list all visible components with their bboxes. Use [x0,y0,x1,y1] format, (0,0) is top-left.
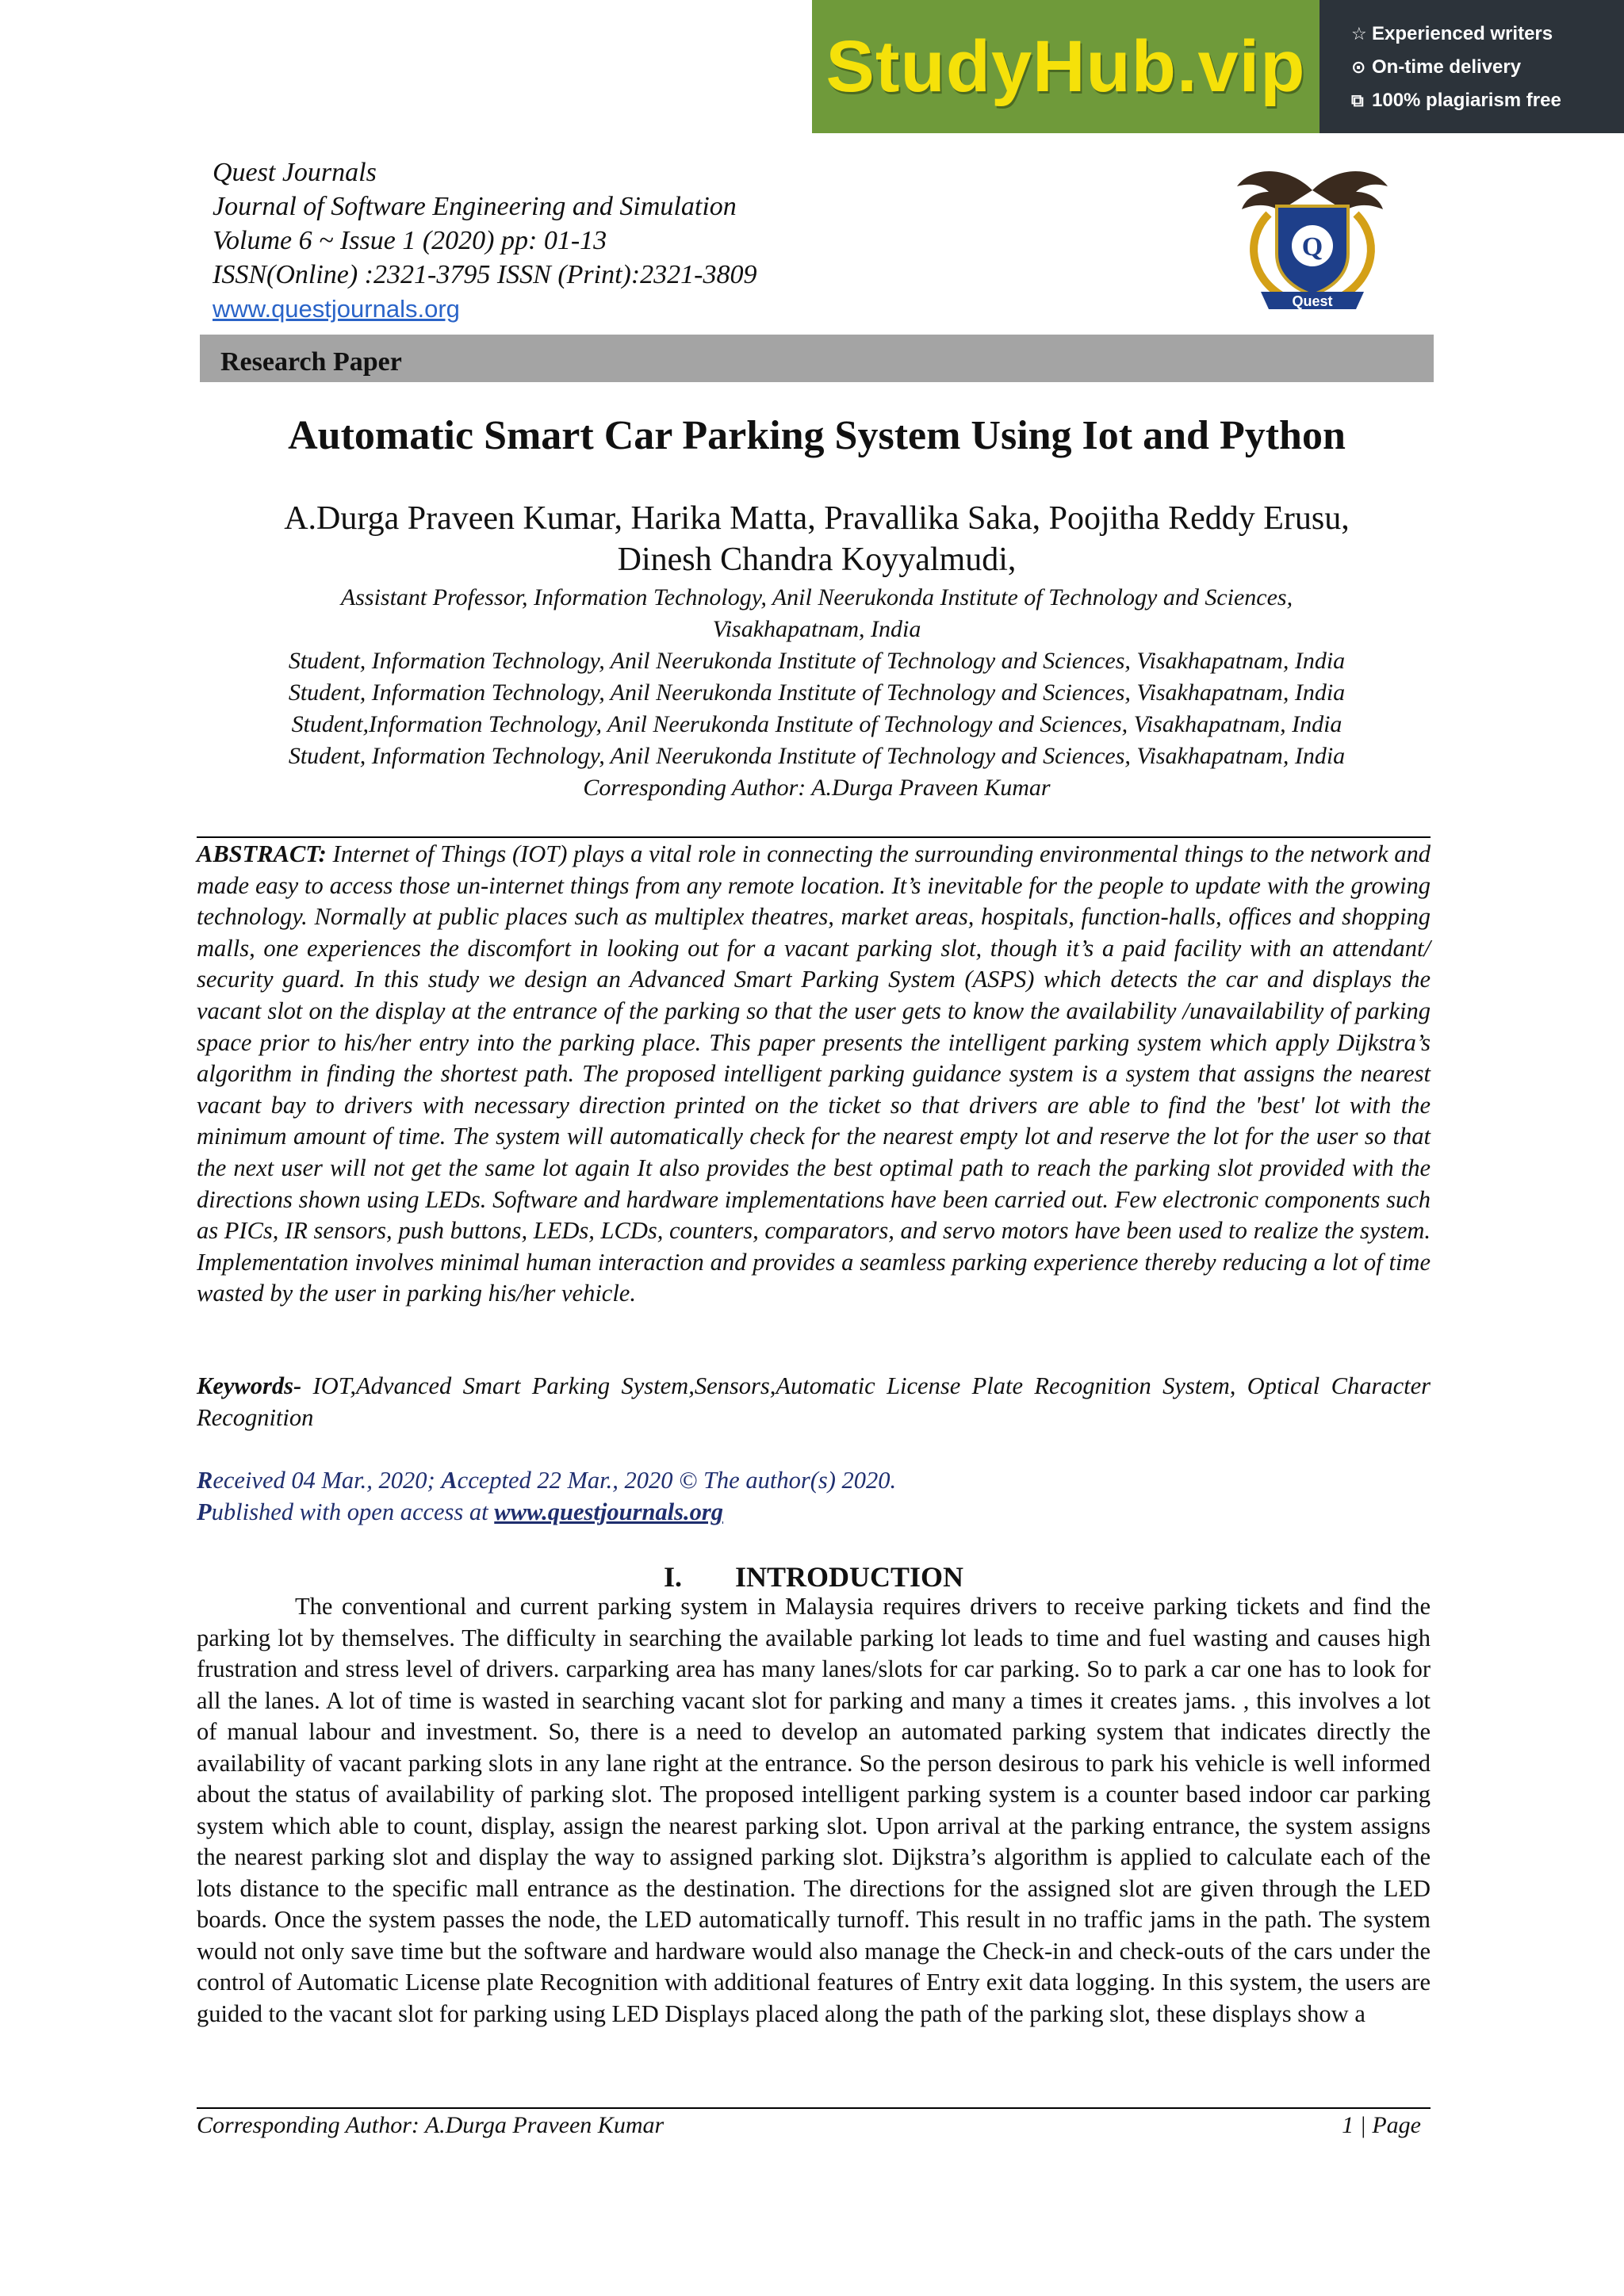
paper-title: Automatic Smart Car Parking System Using Iot and Python [288,413,1346,458]
abstract-divider [197,836,1431,838]
received-initial: R [197,1467,213,1494]
banner-logo: StudyHub.vip [825,25,1306,107]
logo-ribbon-text: Quest [1292,293,1333,309]
banner-feature-text: On-time delivery [1372,56,1522,78]
page-number: 1 | Page [1342,2112,1421,2138]
quest-logo [1213,159,1411,317]
logo-q-letter: Q [1301,232,1323,262]
journal-name: Journal of Software Engineering and Simulation [213,192,737,221]
footer-divider [197,2107,1431,2109]
keywords-text: IOT,Advanced Smart Parking System,Sensors,Automatic License Plate Recognition System, Optical Character Recognition [197,1372,1431,1431]
affiliation-line: Visakhapatnam, India [712,616,921,642]
copy-icon: ⧉ [1351,90,1364,110]
author-list [200,498,1434,580]
banner-feature-text: 100% plagiarism free [1372,90,1561,111]
banner-features [1320,0,1624,133]
clock-icon: ⊙ [1351,57,1366,77]
banner-logo-area [812,0,1320,133]
received-line [197,1464,1431,1496]
affiliation-line: Student, Information Technology, Anil Neerukonda Institute of Technology and Sciences, Visakhapatnam, India [288,679,1346,706]
accepted-initial: A [441,1467,458,1494]
banner-feature-2 [1351,51,1624,84]
banner-feature-text: Experienced writers [1372,23,1553,44]
journal-issn: ISSN(Online) :2321-3795 ISSN (Print):2321-3809 [213,260,757,289]
received-date: eceived 04 Mar., 2020; [213,1467,442,1494]
journal-header [213,155,757,326]
introduction-body: The conventional and current parking system in Malaysia requires drivers to receive parking tickets and find the parking lot by themselves. The difficulty in searching the available parking lot leads to time and fuel wasting and causes high frustration and stress level of drivers. carparking area has many lanes/slots for car parking. So to park a car one has to look for all the lanes. A lot of time is wasted in searching vacant slot for parking and many a times it creates jams. , this involves a lot of manual labour and investment. So, there is a need to develop an automated parking system that indicates directly the availability of vacant parking slots in any lane right at the entrance. So the person desirous to park his vehicle is well informed about the status of availability of parking slot. The proposed intelligent parking system is a counter based indoor car parking system which able to count, display, assign the nearest parking slot. Upon arrival at the parking entrance, the system assigns the nearest parking slot and display the way to assigned parking slot. Dijkstra’s algorithm is applied to calculate each of the lots distance to the specific mall entrance as the destination. The directions for the assigned slot are given through the LED boards. Once the system passes the node, the LED automatically turnoff. This result in no traffic jams in the path. The system would not only save time but the software and hardware would also manage the Check-in and check-outs of the cars under the control of Automatic License plate Recognition with additional features of Entry exit data logging. In this system, the users are guided to the vacant slot for parking using LED Displays placed along the path of the parking slot, these displays show a [197,1593,1431,2027]
affiliation-line: Student, Information Technology, Anil Neerukonda Institute of Technology and Sciences, Visakhapatnam, India [288,648,1346,674]
affiliation-line: Student,Information Technology, Anil Neerukonda Institute of Technology and Sciences, Visakhapatnam, India [291,711,1342,737]
affiliations [200,582,1434,804]
journal-volume: Volume 6 ~ Issue 1 (2020) pp: 01-13 [213,226,607,255]
published-text: ublished with open access at [211,1498,495,1525]
affiliation-line: Student, Information Technology, Anil Neerukonda Institute of Technology and Sciences, Visakhapatnam, India [288,743,1346,769]
received-info [197,1464,1431,1528]
footer-author: Corresponding Author: A.Durga Praveen Kumar [197,2112,665,2138]
published-initial: P [197,1498,212,1525]
author-line-2: Dinesh Chandra Koyyalmudi, [617,541,1017,578]
published-url-link[interactable]: www.questjournals.org [494,1498,724,1525]
keywords-label: Keywords- [197,1372,302,1399]
section-heading-introduction [197,1560,1431,1594]
journal-publisher: Quest Journals [213,158,377,187]
section-title: INTRODUCTION [734,1561,964,1593]
section-number: I. [663,1561,682,1593]
banner-feature-3 [1351,84,1624,117]
published-line [197,1496,1431,1528]
abstract-label: ABSTRACT: [197,840,327,867]
keywords [197,1371,1431,1433]
star-icon: ☆ [1351,24,1367,44]
paper-type-bar [200,335,1434,382]
journal-url-link[interactable]: www.questjournals.org [213,295,460,323]
affiliation-line: Assistant Professor, Information Technology, Anil Neerukonda Institute of Technology and Sciences, [340,584,1293,610]
abstract [197,839,1431,1310]
corresponding-author: Corresponding Author: A.Durga Praveen Kumar [583,775,1051,801]
abstract-text: Internet of Things (IOT) plays a vital role in connecting the surrounding environmental things to the network and made easy to access those un-internet things from any remote location. It’s inevitable for the people to update with the growing technology. Normally at public places such as multiplex theatres, market areas, hospitals, function-halls, offices and shopping malls, one experiences the discomfort in looking out for a vacant parking slot, though it’s a paid facility with an attendant/ security guard. In this study we design an Advanced Smart Parking System (ASPS) which detects the car and displays the vacant slot on the display at the entrance of the parking so that the user gets to know the availability /unavailability of parking space prior to his/her entry into the parking place. This paper presents the intelligent parking system which apply Dijkstra’s algorithm in finding the shortest path. The proposed intelligent parking guidance system is a system that assigns the nearest vacant bay to drivers with necessary direction printed on the ticket so that drivers are able to find the 'best' lot with the minimum amount of time. The system will automatically check for the nearest empty lot and reserve the lot for the user so that the next user will not get the same lot again It also provides the best optimal path to reach the parking slot provided with the directions shown using LEDs. Software and hardware implementations have been carried out. Few electronic components such as PICs, IR sensors, push buttons, LEDs, LCDs, counters, comparators, and servo motors have been used to realize the system. Implementation involves minimal human interaction and provides a seamless parking experience thereby reducing a lot of time wasted by the user in parking his/her vehicle. [197,840,1431,1307]
accepted-date: ccepted 22 Mar., 2020 © The author(s) 2020. [457,1467,897,1494]
paper-type-label: Research Paper [220,347,402,377]
banner-feature-1 [1351,17,1624,51]
author-line-1: A.Durga Praveen Kumar, Harika Matta, Pravallika Saka, Poojitha Reddy Erusu, [284,500,1350,537]
promo-banner[interactable] [812,0,1624,133]
